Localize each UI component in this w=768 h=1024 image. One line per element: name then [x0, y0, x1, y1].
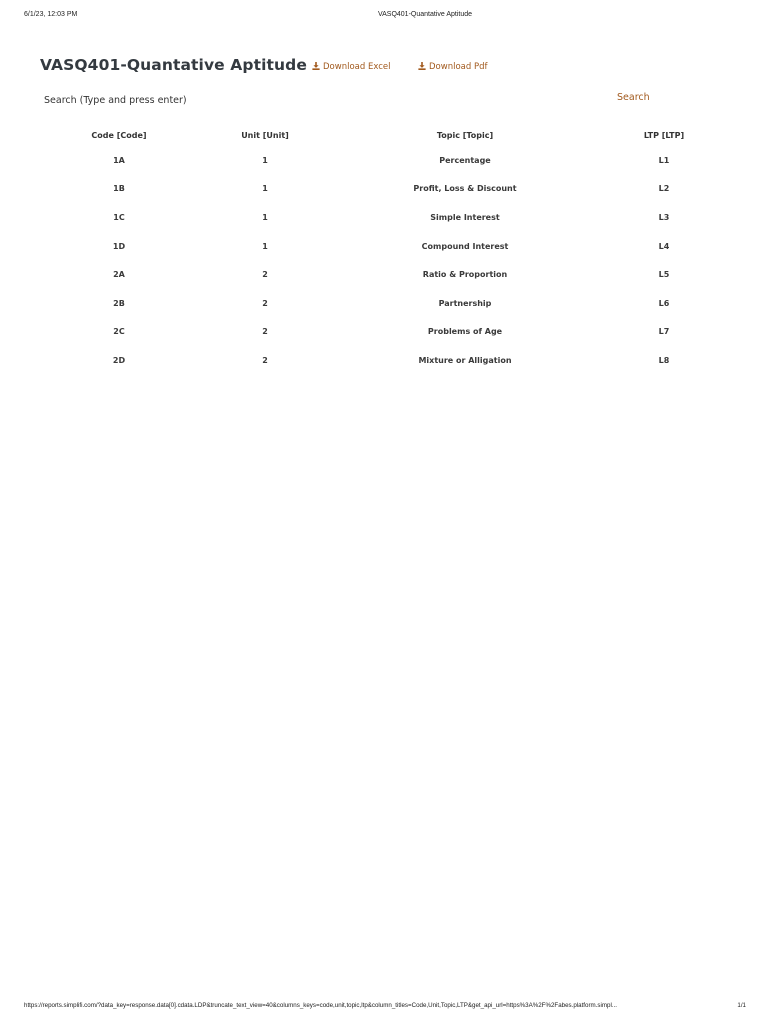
print-datetime: 6/1/23, 12:03 PM [24, 11, 78, 18]
cell-code: 1B [113, 184, 125, 194]
column-header-unit[interactable]: Unit [Unit] [241, 130, 289, 140]
cell-topic: Mixture or Alligation [418, 355, 512, 365]
search-input[interactable] [44, 92, 564, 108]
download-icon [312, 62, 320, 70]
cell-code: 2A [113, 270, 125, 280]
cell-code: 1C [113, 212, 125, 222]
cell-topic: Ratio & Proportion [422, 270, 508, 280]
cell-unit: 2 [262, 270, 268, 280]
print-footer [24, 1002, 746, 1012]
cell-unit: 1 [262, 212, 268, 222]
table-row [40, 175, 730, 204]
cell-unit: 1 [262, 155, 268, 165]
table-row [40, 203, 730, 232]
table-row [40, 346, 730, 375]
search-bar [44, 92, 684, 110]
download-excel-label: Download Excel [323, 62, 391, 72]
data-table [40, 124, 730, 375]
table-row [40, 232, 730, 261]
print-header [0, 11, 768, 23]
cell-unit: 2 [262, 327, 268, 337]
table-row [40, 318, 730, 347]
table-row [40, 289, 730, 318]
cell-code: 2C [113, 327, 125, 337]
cell-ltp: L4 [658, 241, 670, 251]
cell-ltp: L8 [658, 355, 670, 365]
download-excel-link[interactable] [312, 62, 390, 72]
cell-ltp: L1 [658, 155, 670, 165]
cell-topic: Problems of Age [427, 327, 503, 337]
download-pdf-label: Download Pdf [429, 62, 488, 72]
print-doc-title: VASQ401-Quantative Aptitude [377, 11, 473, 18]
cell-ltp: L6 [658, 298, 670, 308]
page-title: VASQ401-Quantative Aptitude [40, 56, 307, 74]
cell-code: 1D [112, 241, 126, 251]
table-row [40, 260, 730, 289]
cell-unit: 1 [262, 241, 268, 251]
cell-ltp: L2 [658, 184, 670, 194]
cell-unit: 2 [262, 298, 268, 308]
search-button[interactable]: Search [617, 92, 650, 103]
table-row [40, 146, 730, 175]
column-header-topic[interactable]: Topic [Topic] [436, 130, 494, 140]
cell-ltp: L3 [658, 212, 670, 222]
cell-topic: Partnership [438, 298, 492, 308]
column-header-code[interactable]: Code [Code] [91, 130, 147, 140]
cell-code: 1A [113, 155, 125, 165]
cell-topic: Percentage [439, 155, 491, 165]
cell-topic: Profit, Loss & Discount [413, 184, 517, 194]
cell-ltp: L7 [658, 327, 670, 337]
cell-topic: Simple Interest [430, 212, 500, 222]
column-header-ltp[interactable]: LTP [LTP] [643, 130, 685, 140]
table-header-row [40, 124, 730, 146]
cell-topic: Compound Interest [421, 241, 509, 251]
cell-ltp: L5 [658, 270, 670, 280]
cell-unit: 1 [262, 184, 268, 194]
print-url: https://reports.simplifi.com/?data_key=response.data[0].cdata.LDP&truncate_text_view=40&columns_keys=code,unit,topic,ltp&column_titles=Code,Unit,Topic,LTP&get_api_url=https%3A%2F%2Fabes.platform.simpl... [24, 1002, 617, 1009]
cell-code: 2B [113, 298, 125, 308]
cell-unit: 2 [262, 355, 268, 365]
print-page-number: 1/1 [737, 1002, 746, 1009]
download-icon [418, 62, 426, 70]
cell-code: 2D [112, 355, 126, 365]
download-pdf-link[interactable] [418, 62, 487, 72]
